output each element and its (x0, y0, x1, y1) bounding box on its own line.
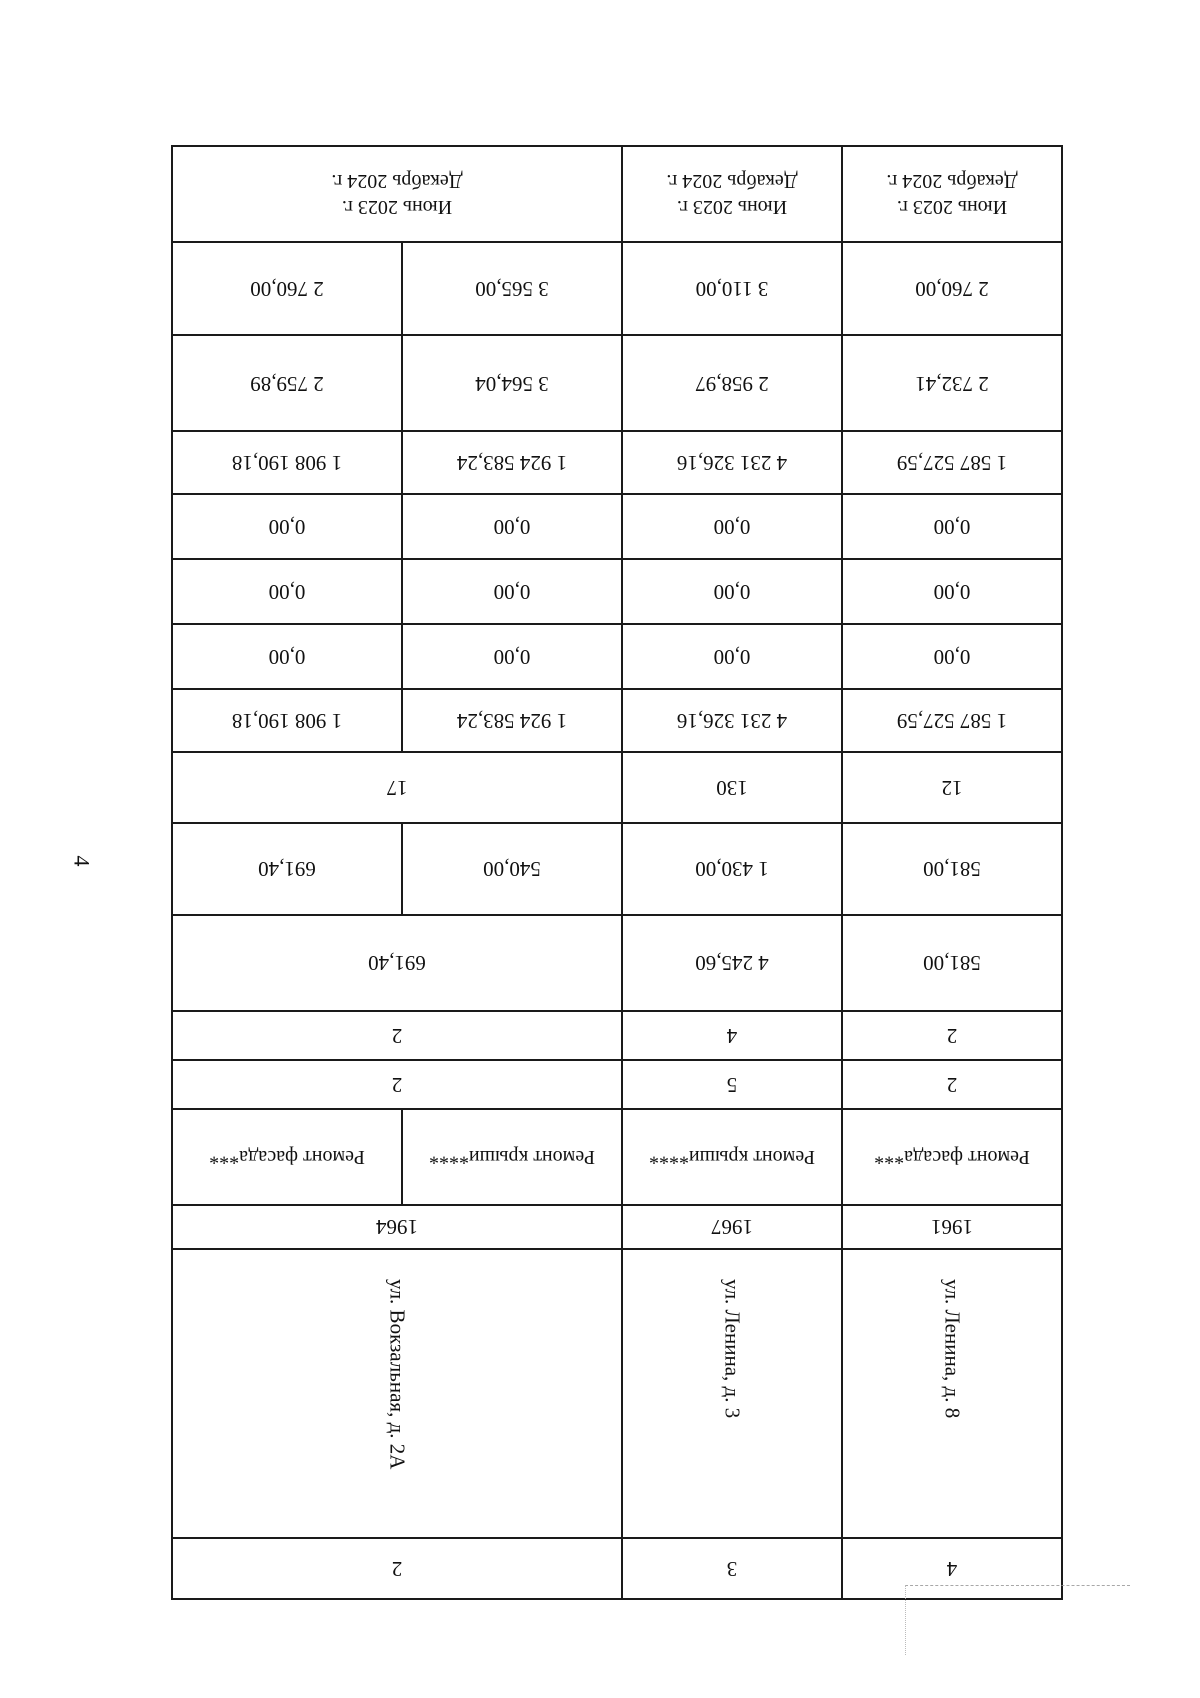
cell-value: 1 430,00 (622, 823, 842, 914)
period-start: Июнь 2023 г. (676, 195, 788, 218)
cell-value: 1 587 527,59 (842, 689, 1062, 752)
cell-value: 3 110,00 (622, 242, 842, 335)
cell-value: 5 (622, 1060, 842, 1109)
cell-value: 2 (842, 1011, 1062, 1060)
faint-stamp (905, 1585, 1130, 1655)
cell-value: 2 732,41 (842, 335, 1062, 431)
cell-value: 12 (842, 752, 1062, 823)
cell-value: 1 924 583,24 (402, 689, 622, 752)
cell-value: 0,00 (172, 624, 402, 689)
cell-value: 4 231 326,16 (622, 431, 842, 494)
cell-value: 0,00 (172, 559, 402, 624)
cell-value: 3 564,04 (402, 335, 622, 431)
period-start: Июнь 2023 г. (341, 195, 453, 218)
cell-address (842, 1249, 1062, 1538)
cell-value: 4 (622, 1011, 842, 1060)
address-text: ул. Ленина, д. 3 (720, 1278, 745, 1418)
cell-value: 0,00 (402, 494, 622, 559)
cell-value: 0,00 (842, 624, 1062, 689)
cell-work-type: Ремонт фасада*** (842, 1109, 1062, 1205)
cell-value: 0,00 (402, 624, 622, 689)
cell-value: 4 245,60 (622, 915, 842, 1011)
cell-value: 540,00 (402, 823, 622, 914)
cell-num: 2 (172, 1538, 622, 1599)
cell-value: 17 (172, 752, 622, 823)
cell-value: 691,40 (172, 915, 622, 1011)
cell-value: 581,00 (842, 915, 1062, 1011)
cell-value: 2 (172, 1011, 622, 1060)
period-end: Декабрь 2024 г. (331, 169, 463, 192)
cell-period (622, 146, 842, 242)
cell-work-type: Ремонт крыши**** (402, 1109, 622, 1205)
cell-num: 4 (842, 1538, 1062, 1599)
cell-value: 2 (842, 1060, 1062, 1109)
cell-period (842, 146, 1062, 242)
page-number: 4 (69, 855, 95, 867)
period-start: Июнь 2023 г. (896, 195, 1008, 218)
cell-value: 581,00 (842, 823, 1062, 914)
cell-value: 1 587 527,59 (842, 431, 1062, 494)
cell-value: 1 924 583,24 (402, 431, 622, 494)
period-end: Декабрь 2024 г. (666, 169, 798, 192)
cell-value: 0,00 (842, 494, 1062, 559)
cell-value: 0,00 (622, 494, 842, 559)
capital-repair-table (171, 145, 1063, 1600)
cell-work-type: Ремонт фасада*** (172, 1109, 402, 1205)
cell-value: 2 760,00 (172, 242, 402, 335)
cell-value: 0,00 (842, 559, 1062, 624)
cell-address (622, 1249, 842, 1538)
cell-value: 4 231 326,16 (622, 689, 842, 752)
cell-period (172, 146, 622, 242)
cell-value: 0,00 (622, 624, 842, 689)
cell-value: 2 958,97 (622, 335, 842, 431)
cell-value: 1 908 190,18 (172, 689, 402, 752)
address-text: ул. Вокзальная, д. 2А (385, 1278, 410, 1470)
works-table-frame (173, 145, 1063, 1600)
cell-value: 1 908 190,18 (172, 431, 402, 494)
cell-value: 0,00 (402, 559, 622, 624)
cell-value: 691,40 (172, 823, 402, 914)
cell-year: 1967 (622, 1205, 842, 1249)
period-end: Декабрь 2024 г. (886, 169, 1018, 192)
cell-value: 130 (622, 752, 842, 823)
cell-work-type: Ремонт крыши**** (622, 1109, 842, 1205)
cell-year: 1964 (172, 1205, 622, 1249)
address-text: ул. Ленина, д. 8 (940, 1278, 965, 1418)
cell-num: 3 (622, 1538, 842, 1599)
cell-value: 2 760,00 (842, 242, 1062, 335)
cell-address (172, 1249, 622, 1538)
cell-value: 2 (172, 1060, 622, 1109)
cell-value: 0,00 (172, 494, 402, 559)
cell-value: 3 565,00 (402, 242, 622, 335)
cell-value: 0,00 (622, 559, 842, 624)
cell-value: 2 759,89 (172, 335, 402, 431)
cell-year: 1961 (842, 1205, 1062, 1249)
